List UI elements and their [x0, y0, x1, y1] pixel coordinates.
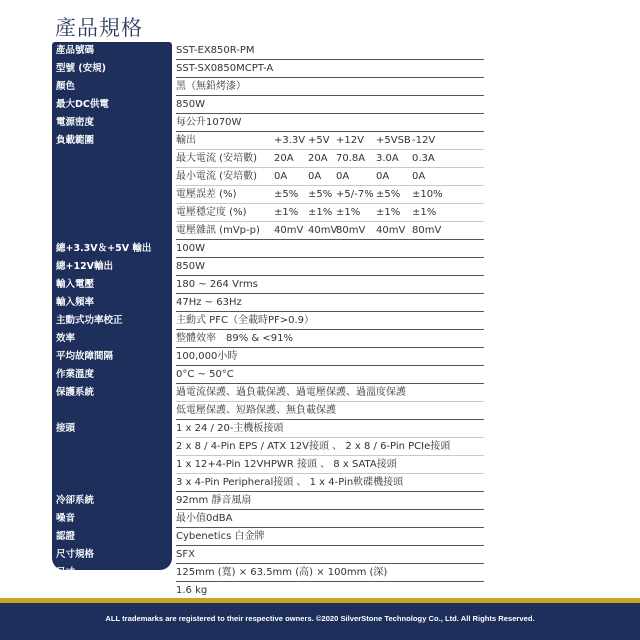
spec-label: 輸入頻率 [56, 297, 95, 308]
spec-label: 負載範圍 [56, 135, 95, 146]
spec-values [176, 366, 484, 384]
spec-row [52, 420, 484, 492]
spec-value: 黑（無鉛烤漆） [176, 81, 246, 92]
spec-label: 最大DC供電 [56, 99, 109, 110]
spec-label: 總+3.3V＆+5V 輸出 [56, 243, 152, 254]
load-range-row [176, 149, 484, 167]
spec-row [52, 258, 484, 276]
load-range-row [176, 132, 484, 149]
spec-row [52, 492, 484, 510]
spec-values [176, 492, 484, 510]
load-range-cell: 最小電流 (安培數) [176, 171, 257, 182]
load-range-cell: +5VSB [376, 135, 411, 146]
spec-label: 接頭 [56, 423, 76, 434]
spec-value: 低電壓保護、短路保護、無負載保護 [176, 401, 484, 419]
spec-value: 1 x 24 / 20-主機板接頭 [176, 423, 284, 434]
spec-label: 效率 [56, 333, 76, 344]
spec-value: SFX [176, 549, 195, 560]
spec-values [176, 258, 484, 276]
spec-label: 冷卻系統 [56, 495, 95, 506]
load-range-cell: 20A [274, 153, 294, 164]
spec-values [176, 78, 484, 96]
spec-row [52, 294, 484, 312]
spec-values [176, 420, 484, 492]
spec-row [52, 528, 484, 546]
spec-label: 保護系統 [56, 387, 95, 398]
load-range-cell: 0A [412, 171, 426, 182]
load-range-cell: +5/-7% [336, 189, 374, 200]
spec-row [52, 276, 484, 294]
spec-values [176, 114, 484, 132]
spec-value: 每公升1070W [176, 117, 242, 128]
load-range-cell: +5V [308, 135, 330, 146]
load-range-cell: 80mV [412, 225, 442, 236]
load-range-cell: ±5% [274, 189, 299, 200]
spec-row [52, 114, 484, 132]
spec-label: 重量 [56, 585, 76, 596]
load-range-cell: 40mV [274, 225, 304, 236]
load-range-cell: 輸出 [176, 135, 196, 146]
load-range-cell: 0A [336, 171, 350, 182]
spec-values [176, 96, 484, 114]
spec-label: 平均故障間隔 [56, 351, 114, 362]
spec-value: 1 x 12+4-Pin 12VHPWR 接頭 、 8 x SATA接頭 [176, 455, 484, 473]
spec-values [176, 294, 484, 312]
load-range-cell: 70.8A [336, 153, 366, 164]
load-range-cell: 電壓穩定度 (%) [176, 207, 247, 218]
spec-label: 尺寸 [56, 567, 76, 578]
spec-value: 125mm (寬) × 63.5mm (高) × 100mm (深) [176, 567, 388, 578]
page-title: 產品規格 [55, 16, 143, 40]
spec-row [52, 384, 484, 420]
spec-values [176, 348, 484, 366]
spec-row [52, 348, 484, 366]
spec-row [52, 96, 484, 114]
load-range-cell: 最大電流 (安培數) [176, 153, 257, 164]
load-range-cell: ±1% [376, 207, 401, 218]
load-range-row [176, 221, 484, 239]
load-range-cell: 20A [308, 153, 328, 164]
spec-row [52, 78, 484, 96]
spec-value: 100,000小時 [176, 351, 238, 362]
load-range-cell: 3.0A [376, 153, 399, 164]
spec-label: 電源密度 [56, 117, 95, 128]
spec-row [52, 132, 484, 240]
spec-row [52, 330, 484, 348]
spec-label: 認證 [56, 531, 76, 542]
spec-label: 主動式功率校正 [56, 315, 123, 326]
load-range-row [176, 185, 484, 203]
load-range-cell: 0A [376, 171, 390, 182]
spec-values [176, 60, 484, 78]
load-range-cell: ±1% [308, 207, 333, 218]
load-range-cell: ±1% [336, 207, 361, 218]
spec-label: 尺寸規格 [56, 549, 95, 560]
load-range-cell: +3.3V [274, 135, 306, 146]
spec-row [52, 42, 484, 60]
spec-table [52, 42, 484, 600]
load-range-cell: 40mV [308, 225, 338, 236]
spec-value: 2 x 8 / 4-Pin EPS / ATX 12V接頭 、 2 x 8 / 6-Pin PCIe接頭 [176, 437, 484, 455]
load-range-row [176, 167, 484, 185]
spec-values [176, 510, 484, 528]
spec-row [52, 564, 484, 582]
spec-row [52, 312, 484, 330]
spec-value: 1.6 kg [176, 585, 208, 596]
spec-label: 產品號碼 [56, 45, 95, 56]
spec-value: SST-SX0850MCPT-A [176, 63, 274, 74]
spec-label: 噪音 [56, 513, 76, 524]
spec-values [176, 312, 484, 330]
spec-values [176, 330, 484, 348]
load-range-cell: 40mV [376, 225, 406, 236]
load-range-cell: 80mV [336, 225, 366, 236]
spec-value: 850W [176, 99, 205, 110]
spec-value: 最小值0dBA [176, 513, 233, 524]
spec-value: 3 x 4-Pin Peripheral接頭 、 1 x 4-Pin軟碟機接頭 [176, 473, 484, 491]
load-range-cell: 0.3A [412, 153, 435, 164]
spec-value: 整體效率 89% & <91% [176, 333, 293, 344]
load-range-cell: 0A [308, 171, 322, 182]
load-range-cell: ±1% [274, 207, 299, 218]
spec-label: 顏色 [56, 81, 76, 92]
spec-value: 850W [176, 261, 205, 272]
spec-values [176, 240, 484, 258]
spec-value: 47Hz ~ 63Hz [176, 297, 242, 308]
load-range-cell: -12V [412, 135, 436, 146]
spec-row [52, 240, 484, 258]
load-range-cell: 0A [274, 171, 288, 182]
spec-label: 作業溫度 [56, 369, 95, 380]
load-range-cell: 電壓誤差 (%) [176, 189, 237, 200]
spec-row [52, 366, 484, 384]
spec-value: 100W [176, 243, 205, 254]
spec-values [176, 384, 484, 420]
load-range-cell: +12V [336, 135, 364, 146]
spec-value: 主動式 PFC（全載時PF>0.9） [176, 315, 315, 326]
spec-value: 180 ~ 264 Vrms [176, 279, 258, 290]
spec-values [176, 528, 484, 546]
spec-label: 型號 (安規) [56, 63, 106, 74]
spec-values [176, 132, 484, 240]
load-range-cell: ±1% [412, 207, 437, 218]
spec-row [52, 60, 484, 78]
load-range-cell: ±5% [376, 189, 401, 200]
spec-values [176, 276, 484, 294]
spec-label: 總+12V輸出 [56, 261, 114, 272]
spec-value: 過電流保護、過負載保護、過電壓保護、過溫度保護 [176, 387, 406, 398]
footer-copyright: ALL trademarks are registered to their respective owners. ©2020 SilverStone Technology Co., Ltd. All Rights Reserved. [0, 603, 640, 640]
load-range-cell: ±10% [412, 189, 443, 200]
load-range-cell: ±5% [308, 189, 333, 200]
spec-value: 92mm 靜音風扇 [176, 495, 252, 506]
load-range-row [176, 203, 484, 221]
spec-values [176, 564, 484, 582]
load-range-cell: 電壓雜訊 (mVp-p) [176, 225, 260, 236]
spec-label: 輸入電壓 [56, 279, 95, 290]
spec-value: SST-EX850R-PM [176, 45, 255, 56]
spec-values [176, 42, 484, 60]
spec-row [52, 546, 484, 564]
spec-value: Cybenetics 白金牌 [176, 531, 265, 542]
spec-values [176, 546, 484, 564]
spec-row [52, 510, 484, 528]
spec-value: 0°C ~ 50°C [176, 369, 234, 380]
